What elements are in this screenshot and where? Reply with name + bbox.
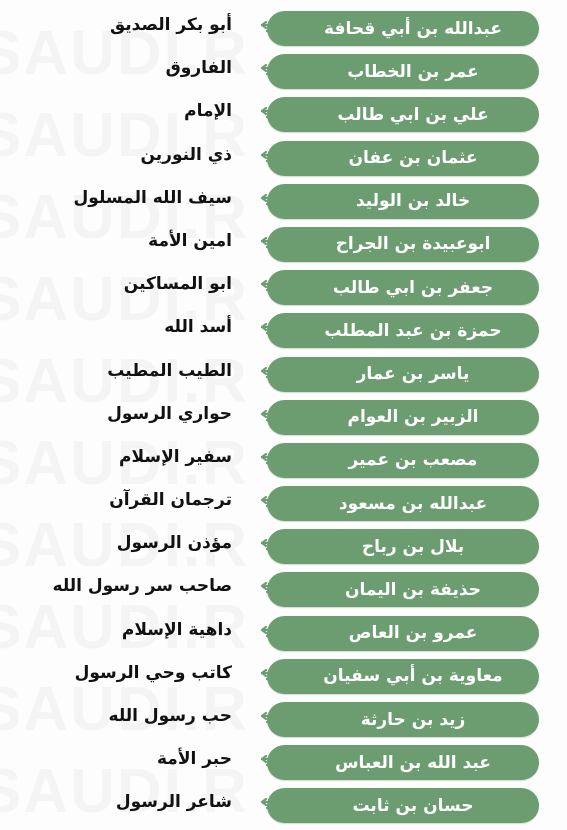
list-item bbox=[0, 94, 567, 137]
companion-name: حذيفة بن اليمان bbox=[345, 579, 481, 600]
arrow-left-icon bbox=[258, 453, 280, 467]
companion-title: أبو بكر الصديق bbox=[109, 15, 232, 35]
companion-name: علي بن ابي طالب bbox=[337, 104, 489, 125]
companion-title: ذي النورين bbox=[140, 144, 232, 165]
companion-title: الطيب المطيب bbox=[107, 360, 232, 381]
companion-title: كاتب وحي الرسول bbox=[74, 662, 232, 683]
companion-title: حبر الأمة bbox=[156, 749, 232, 770]
arrow-left-icon bbox=[258, 21, 280, 35]
name-pill bbox=[267, 745, 539, 780]
companion-title: مؤذن الرسول bbox=[116, 533, 232, 554]
name-pill bbox=[267, 227, 539, 262]
list-item bbox=[0, 483, 567, 526]
companion-title: الفاروق bbox=[165, 58, 232, 79]
arrow-left-icon bbox=[258, 194, 280, 208]
companion-title: داهية الإسلام bbox=[121, 619, 232, 640]
list-item bbox=[0, 310, 567, 353]
companion-name: مصعب بن عمير bbox=[348, 450, 478, 471]
name-pill bbox=[267, 54, 539, 89]
list-item bbox=[0, 569, 567, 612]
companion-name: عبد الله بن العباس bbox=[335, 752, 491, 773]
name-pill bbox=[267, 788, 539, 823]
companion-name: حسان بن ثابت bbox=[352, 795, 474, 816]
name-pill bbox=[267, 443, 539, 478]
companion-name: بلال بن رباح bbox=[361, 536, 465, 557]
arrow-left-icon bbox=[258, 237, 280, 251]
arrow-left-icon bbox=[258, 582, 280, 596]
name-pill bbox=[267, 11, 539, 46]
companion-name: عثمان بن عفان bbox=[348, 148, 478, 169]
arrow-left-icon bbox=[258, 151, 280, 165]
companion-title: ترجمان القرآن bbox=[109, 490, 232, 511]
name-pill bbox=[267, 184, 539, 219]
companion-name: عبدالله بن أبي قحافة bbox=[324, 18, 502, 39]
list-item bbox=[0, 742, 567, 785]
list-item bbox=[0, 613, 567, 656]
list-item bbox=[0, 526, 567, 569]
arrow-left-icon bbox=[258, 669, 280, 683]
list-item bbox=[0, 267, 567, 310]
name-pill bbox=[267, 616, 539, 651]
companion-title: أسد الله bbox=[164, 317, 232, 338]
companion-title: شاعر الرسول bbox=[115, 792, 232, 813]
name-pill bbox=[267, 529, 539, 564]
name-pill bbox=[267, 357, 539, 392]
arrow-left-icon bbox=[258, 798, 280, 812]
companion-name: جعفر بن ابي طالب bbox=[332, 277, 494, 298]
companion-title: سيف الله المسلول bbox=[73, 187, 232, 208]
companions-list bbox=[0, 8, 567, 829]
list-item bbox=[0, 397, 567, 440]
arrow-left-icon bbox=[258, 107, 280, 121]
companion-title: امين الأمة bbox=[148, 230, 232, 251]
companion-title: الإمام bbox=[184, 101, 232, 122]
list-item bbox=[0, 699, 567, 742]
name-pill bbox=[267, 572, 539, 607]
companion-title: ابو المساكين bbox=[123, 274, 232, 295]
list-item bbox=[0, 51, 567, 94]
list-item bbox=[0, 656, 567, 699]
arrow-left-icon bbox=[258, 755, 280, 769]
name-pill bbox=[267, 486, 539, 521]
companion-name: ابوعبيدة بن الجراح bbox=[335, 234, 491, 255]
arrow-left-icon bbox=[258, 712, 280, 726]
companion-name: عمرو بن العاص bbox=[348, 623, 478, 644]
list-item bbox=[0, 354, 567, 397]
companion-title: حواري الرسول bbox=[107, 403, 232, 424]
companion-title: حب رسول الله bbox=[108, 706, 232, 726]
arrow-left-icon bbox=[258, 539, 280, 553]
companion-name: معاوية بن أبي سفيان bbox=[323, 666, 503, 687]
arrow-left-icon bbox=[258, 323, 280, 337]
arrow-left-icon bbox=[258, 410, 280, 424]
arrow-left-icon bbox=[258, 64, 280, 78]
arrow-left-icon bbox=[258, 367, 280, 381]
name-pill bbox=[267, 270, 539, 305]
companion-name: ياسر بن عمار bbox=[356, 364, 470, 384]
companion-name: زيد بن حارثة bbox=[360, 709, 466, 730]
list-item bbox=[0, 181, 567, 224]
name-pill bbox=[267, 400, 539, 435]
companion-title: سفير الإسلام bbox=[119, 446, 232, 467]
companion-name: عبدالله بن مسعود bbox=[338, 493, 488, 514]
name-pill bbox=[267, 97, 539, 132]
list-item bbox=[0, 8, 567, 51]
name-pill bbox=[267, 702, 539, 737]
name-pill bbox=[267, 141, 539, 176]
arrow-left-icon bbox=[258, 626, 280, 640]
list-item bbox=[0, 138, 567, 181]
name-pill bbox=[267, 659, 539, 694]
companion-name: خالد بن الوليد bbox=[355, 191, 471, 212]
companion-name: حمزة بن عبد المطلب bbox=[324, 320, 502, 341]
arrow-left-icon bbox=[258, 496, 280, 510]
list-item bbox=[0, 440, 567, 483]
list-item bbox=[0, 785, 567, 828]
list-item bbox=[0, 224, 567, 267]
name-pill bbox=[267, 313, 539, 348]
companion-title: صاحب سر رسول الله bbox=[52, 576, 232, 597]
companion-name: الزبير بن العوام bbox=[347, 407, 479, 428]
companion-name: عمر بن الخطاب bbox=[347, 61, 479, 82]
arrow-left-icon bbox=[258, 280, 280, 294]
